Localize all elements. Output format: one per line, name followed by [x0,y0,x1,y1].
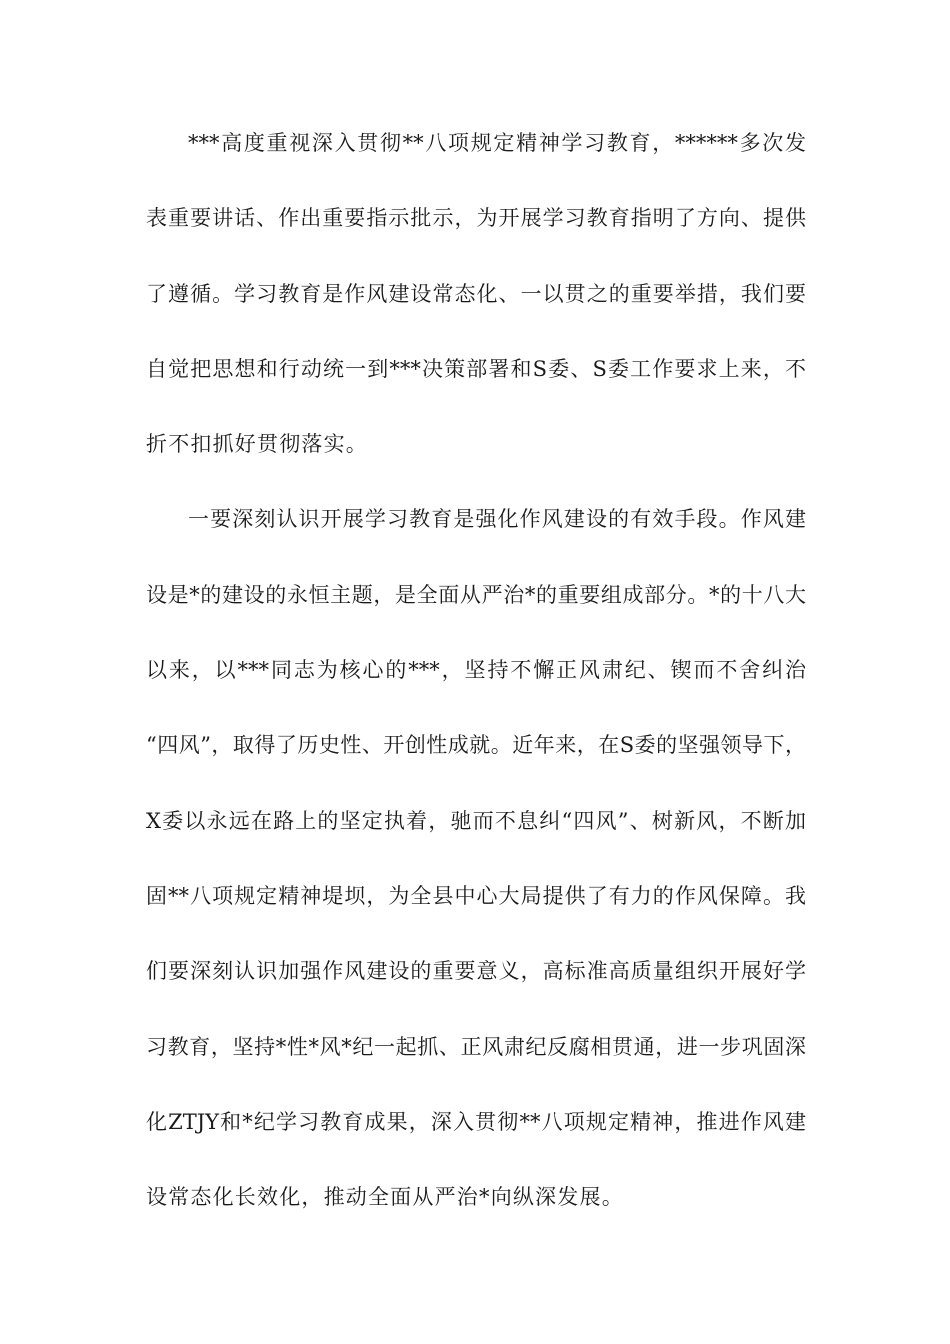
text-line: 折不扣抓好贯彻落实。 [146,432,368,457]
text-line: 设是*的建设的永恒主题，是全面从严治*的重要组成部分。*的十八大 [146,582,806,607]
text-line: 了遵循。学习教育是作风建设常态化、一以贯之的重要举措，我们要 [146,281,806,306]
text-line: 设常态化长效化，推动全面从严治*向纵深发展。 [146,1185,624,1210]
text-line: 化ZTJY和*纪学习教育成果，深入贯彻**八项规定精神，推进作风建 [146,1109,806,1134]
text-line: 们要深刻认识加强作风建设的重要意义，高标准高质量组织开展好学 [146,959,806,984]
text-line: 以来，以***同志为核心的***，坚持不懈正风肃纪、锲而不舍纠治 [146,658,806,683]
text-line: ***高度重视深入贯彻**八项规定精神学习教育，******多次发 [188,131,806,155]
document-body [146,118,806,1247]
paragraph-1 [146,118,806,494]
text-line: “四风”，取得了历史性、开创性成就。近年来，在S委的坚强领导下， [146,733,806,758]
text-line: 习教育，坚持*性*风*纪一起抓、正风肃纪反腐相贯通，进一步巩固深 [146,1034,806,1059]
text-line: 固**八项规定精神堤坝，为全县中心大局提供了有力的作风保障。我 [146,883,806,908]
text-line: 一要深刻认识开展学习教育是强化作风建设的有效手段。作风建 [188,507,806,532]
text-line: 自觉把思想和行动统一到***决策部署和S委、S委工作要求上来，不 [146,356,806,381]
paragraph-2 [146,494,806,1247]
text-line: X委以永远在路上的坚定执着，驰而不息纠“四风”、树新风，不断加 [146,808,806,833]
text-line: 表重要讲话、作出重要指示批示，为开展学习教育指明了方向、提供 [146,206,806,231]
